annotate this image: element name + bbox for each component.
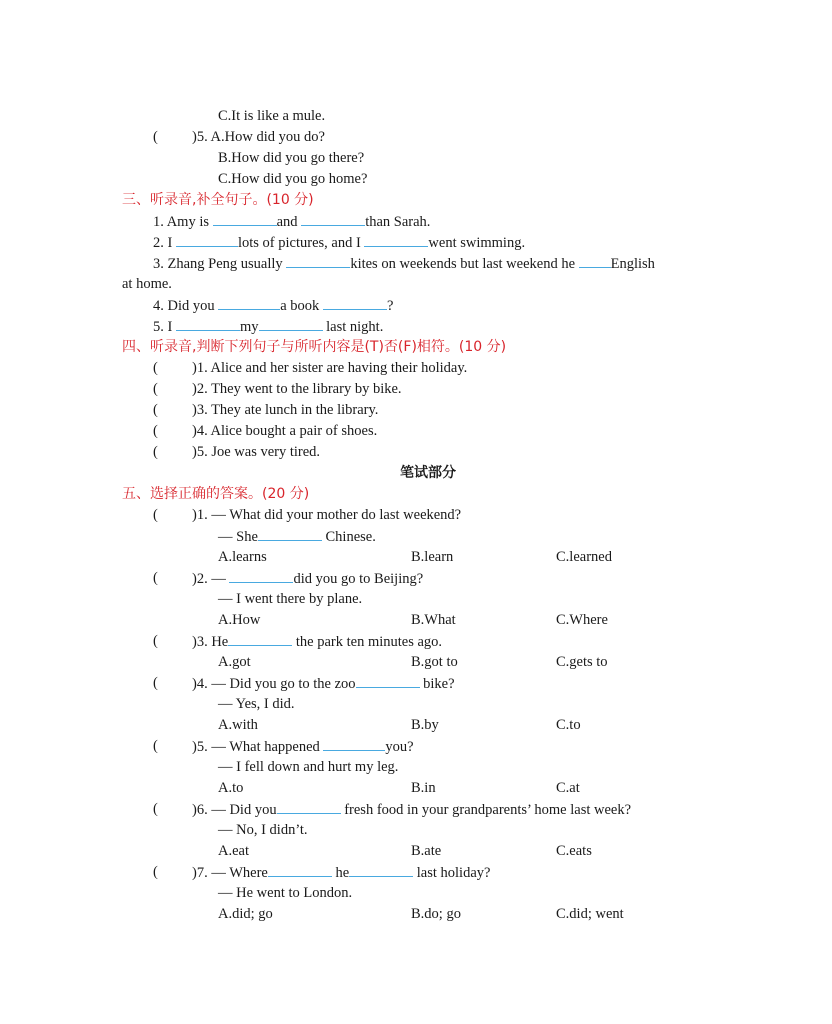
question-5 — [192, 736, 414, 757]
answer-blank[interactable] — [356, 673, 420, 688]
answer-paren[interactable]: ( — [153, 507, 158, 523]
option-a[interactable]: A.did; go — [218, 906, 273, 922]
text: )6. — Did you — [192, 802, 277, 818]
question-6-reply: — No, I didn’t. — [218, 822, 308, 838]
text: )4. — Did you go to the zoo — [192, 676, 356, 692]
option-c[interactable]: C.to — [556, 717, 581, 733]
section-title: 四、听录音,判断下列句子与所听内容是(T)否(F)相符。(10 分) — [122, 339, 507, 355]
option-c[interactable]: C.eats — [556, 843, 592, 859]
tf-item: )1. Alice and her sister are having their holiday. — [192, 360, 468, 376]
option-a[interactable]: A.to — [218, 780, 244, 796]
question-6 — [192, 799, 631, 820]
answer-blank[interactable] — [229, 568, 293, 583]
text: than Sarah. — [365, 214, 431, 230]
sentence-1 — [153, 211, 430, 232]
answer-paren[interactable]: ( — [153, 444, 158, 460]
text: — She — [218, 529, 258, 545]
text: you? — [385, 739, 414, 755]
option-c[interactable]: C.at — [556, 780, 580, 796]
question-2-reply: — I went there by plane. — [218, 591, 363, 607]
option-line: C.It is like a mule. — [218, 108, 326, 124]
option-b[interactable]: B.What — [411, 612, 456, 628]
answer-blank[interactable] — [323, 295, 387, 310]
answer-paren[interactable]: ( — [153, 675, 158, 691]
option-a[interactable]: A.eat — [218, 843, 249, 859]
text: kites on weekends but last weekend he — [350, 256, 575, 272]
answer-paren[interactable]: ( — [153, 381, 158, 397]
sentence-2 — [153, 232, 525, 253]
text: )2. — — [192, 571, 226, 587]
answer-paren[interactable]: ( — [153, 570, 158, 586]
option-a[interactable]: A.How — [218, 612, 261, 628]
text: he — [335, 865, 350, 881]
tf-item: )3. They ate lunch in the library. — [192, 402, 379, 418]
text: bike? — [423, 676, 455, 692]
answer-blank[interactable] — [258, 526, 322, 541]
question-5-reply: — I fell down and hurt my leg. — [218, 759, 399, 775]
question-7-reply: — He went to London. — [218, 885, 353, 901]
text: Chinese. — [325, 529, 376, 545]
question-4-reply: — Yes, I did. — [218, 696, 295, 712]
answer-blank[interactable] — [218, 295, 280, 310]
tf-item: )4. Alice bought a pair of shoes. — [192, 423, 378, 439]
option-b[interactable]: B.ate — [411, 843, 442, 859]
answer-blank[interactable] — [301, 211, 365, 226]
option-c[interactable]: C.did; went — [556, 906, 624, 922]
text: fresh food in your grandparents’ home last week? — [344, 802, 632, 818]
section-title: 五、选择正确的答案。(20 分) — [122, 486, 310, 502]
text: 2. I — [153, 235, 173, 251]
question-line: )5. A.How did you do? — [192, 129, 325, 145]
option-b[interactable]: B.learn — [411, 549, 454, 565]
answer-blank[interactable] — [349, 862, 413, 877]
option-c[interactable]: C.Where — [556, 612, 608, 628]
sentence-5 — [153, 316, 383, 337]
section-title: 三、听录音,补全句子。(10 分) — [122, 192, 314, 208]
sentence-4 — [153, 295, 393, 316]
option-line: C.How did you go home? — [218, 171, 368, 187]
question-4 — [192, 673, 455, 694]
answer-paren[interactable]: ( — [153, 402, 158, 418]
text: and — [276, 214, 298, 230]
answer-blank[interactable] — [579, 253, 611, 268]
option-c[interactable]: C.gets to — [556, 654, 608, 670]
text: 3. Zhang Peng usually — [153, 256, 283, 272]
answer-paren[interactable]: ( — [153, 360, 158, 376]
text: )7. — Where — [192, 865, 268, 881]
answer-blank[interactable] — [228, 631, 292, 646]
answer-blank[interactable] — [277, 799, 341, 814]
sentence-3-cont: at home. — [122, 276, 172, 292]
answer-paren[interactable]: ( — [153, 423, 158, 439]
answer-paren[interactable]: ( — [153, 633, 158, 649]
option-c[interactable]: C.learned — [556, 549, 612, 565]
answer-blank[interactable] — [259, 316, 323, 331]
text: lots of pictures, and I — [237, 235, 361, 251]
answer-blank[interactable] — [286, 253, 350, 268]
text: 5. I — [153, 319, 173, 335]
question-7 — [192, 862, 490, 883]
answer-paren[interactable]: ( — [153, 801, 158, 817]
answer-paren[interactable]: ( — [153, 738, 158, 754]
text: )5. — What happened — [192, 739, 320, 755]
text: English — [610, 256, 655, 272]
answer-blank[interactable] — [176, 232, 238, 247]
tf-item: )5. Joe was very tired. — [192, 444, 321, 460]
text: 1. Amy is — [153, 214, 209, 230]
text: a book — [280, 298, 320, 314]
text: did you go to Beijing? — [293, 571, 424, 587]
answer-blank[interactable] — [268, 862, 332, 877]
option-b[interactable]: B.got to — [411, 654, 458, 670]
option-a[interactable]: A.got — [218, 654, 251, 670]
option-line: B.How did you go there? — [218, 150, 365, 166]
option-b[interactable]: B.by — [411, 717, 439, 733]
tf-item: )2. They went to the library by bike. — [192, 381, 402, 397]
text: my — [239, 319, 259, 335]
option-b[interactable]: B.do; go — [411, 906, 461, 922]
text: went swimming. — [428, 235, 526, 251]
text: 4. Did you — [153, 298, 215, 314]
written-part-heading: 笔试部分 — [400, 465, 456, 481]
text: )3. He — [192, 634, 229, 650]
option-b[interactable]: B.in — [411, 780, 436, 796]
answer-blank[interactable] — [323, 736, 385, 751]
text: the park ten minutes ago. — [295, 634, 443, 650]
answer-blank[interactable] — [176, 316, 240, 331]
option-a[interactable]: A.learns — [218, 549, 267, 565]
question-3 — [192, 631, 442, 652]
question-2 — [192, 568, 423, 589]
question-1: )1. — What did your mother do last weekend? — [192, 507, 462, 523]
option-a[interactable]: A.with — [218, 717, 258, 733]
answer-paren[interactable]: ( — [153, 864, 158, 880]
text: last holiday? — [416, 865, 491, 881]
text: ? — [386, 298, 394, 314]
sentence-3 — [153, 253, 655, 274]
answer-blank[interactable] — [364, 232, 428, 247]
answer-blank[interactable] — [213, 211, 277, 226]
answer-paren: ( — [153, 129, 158, 145]
question-1-reply — [218, 526, 376, 547]
text: last night. — [326, 319, 384, 335]
